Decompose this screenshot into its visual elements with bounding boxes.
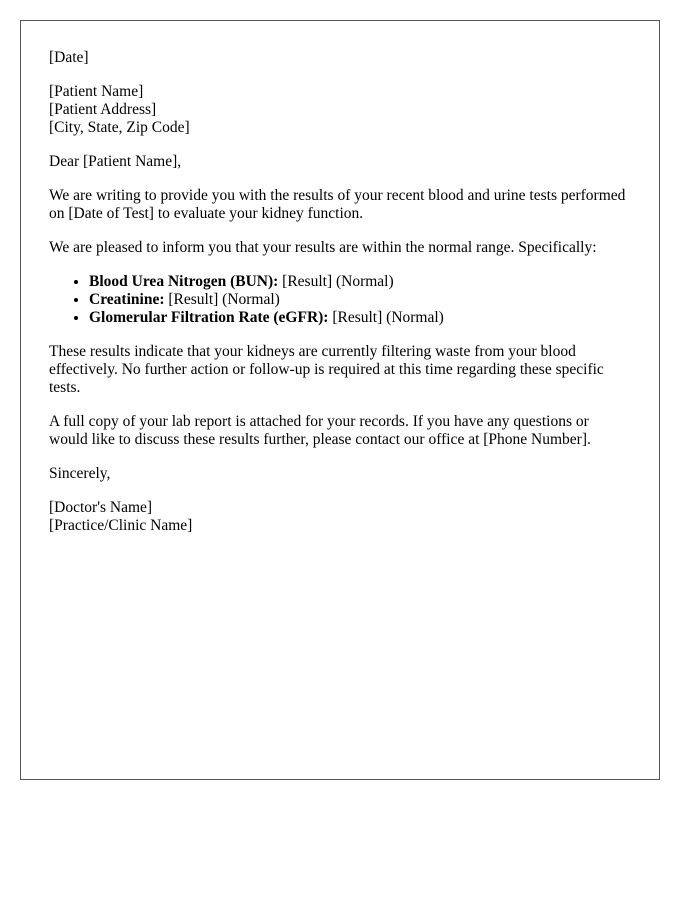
recipient-address-block: [49, 83, 631, 137]
result-label: Glomerular Filtration Rate (eGFR):: [89, 309, 329, 326]
interpretation-paragraph: These results indicate that your kidneys are currently filtering waste from your blood effectively. No further action or follow-up is required at this time regarding these specific tests.: [49, 343, 604, 396]
result-label: Blood Urea Nitrogen (BUN):: [89, 273, 279, 290]
result-item-egfr: [89, 309, 631, 327]
practice-name: [Practice/Clinic Name]: [49, 517, 193, 534]
sign-off: Sincerely,: [49, 465, 111, 482]
recipient-city-state-zip: [City, State, Zip Code]: [49, 119, 190, 136]
results-list: [49, 273, 631, 327]
result-item-bun: [89, 273, 631, 291]
salutation: Dear [Patient Name],: [49, 153, 182, 170]
result-item-creatinine: [89, 291, 631, 309]
signature-block: [49, 499, 631, 535]
result-value: [Result] (Normal): [164, 291, 280, 308]
result-value: [Result] (Normal): [328, 309, 444, 326]
recipient-name: [Patient Name]: [49, 83, 144, 100]
doctor-name: [Doctor's Name]: [49, 499, 153, 516]
summary-paragraph: We are pleased to inform you that your results are within the normal range. Specifically:: [49, 239, 597, 256]
result-label: Creatinine:: [89, 291, 165, 308]
recipient-address: [Patient Address]: [49, 101, 157, 118]
result-value: [Result] (Normal): [278, 273, 394, 290]
closing-note-paragraph: A full copy of your lab report is attached for your records. If you have any questions or would like to discuss these results further, please contact our office at [Phone Number].: [49, 413, 591, 448]
letter-page: [20, 20, 660, 780]
intro-paragraph: We are writing to provide you with the results of your recent blood and urine tests performed on [Date of Test] to evaluate your kidney function.: [49, 187, 626, 222]
letter-date: [Date]: [49, 49, 89, 66]
